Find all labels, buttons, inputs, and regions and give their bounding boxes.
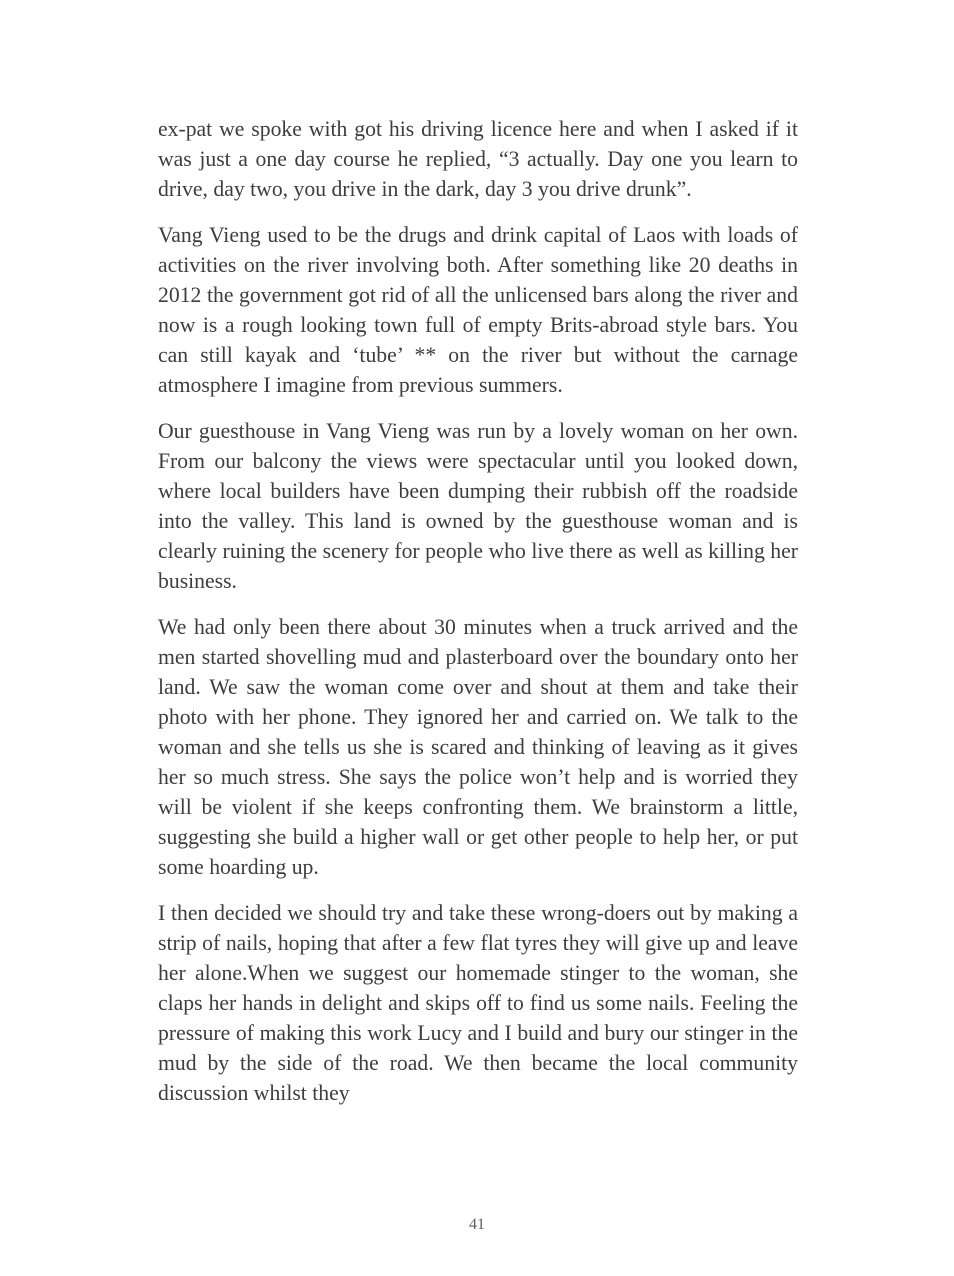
paragraph-guesthouse: Our guesthouse in Vang Vieng was run by a lovely woman on her own. From our balcony the views were spectacular until you looked down, where local builders have been dumping their rubbish off the roadside into the valley. This land is owned by the guesthouse woman and is clearly ruining the scenery for people who live there as well as killing her business.: [158, 419, 798, 593]
paragraph-truck-confrontation: We had only been there about 30 minutes when a truck arrived and the men started shovelling mud and plasterboard over the boundary onto her land. We saw the woman come over and shout at them and take their photo with her phone. They ignored her and carried on. We talk to the woman and she tells us she is scared and thinking of leaving as it gives her so much stress. She says the police won’t help and is worried they will be violent if she keeps confronting them. We brainstorm a little, suggesting she build a higher wall or get other people to help her, or put some hoarding up.: [158, 615, 798, 879]
page-number: 41: [469, 1216, 485, 1233]
paragraph-nail-stinger: I then decided we should try and take these wrong-doers out by making a strip of nails, hoping that after a few flat tyres they will give up and leave her alone.When we suggest our homemade stinger to the woman, she claps her hands in delight and skips off to find us some nails. Feeling the pressure of making this work Lucy and I build and bury our stinger in the mud by the side of the road. We then became the local community discussion whilst they: [158, 901, 798, 1105]
page-body-text: [158, 114, 798, 1124]
paragraph-vang-vieng-history: Vang Vieng used to be the drugs and drink capital of Laos with loads of activities on the river involving both. After something like 20 deaths in 2012 the government got rid of all the unlicensed bars along the river and now is a rough looking town full of empty Brits-abroad style bars. You can still kayak and ‘tube’ ** on the river but without the carnage atmosphere I imagine from previous summers.: [158, 223, 798, 397]
paragraph-driving-licence: ex-pat we spoke with got his driving licence here and when I asked if it was just a one day course he replied, “3 actually. Day one you learn to drive, day two, you drive in the dark, day 3 you drive drunk”.: [158, 117, 798, 201]
